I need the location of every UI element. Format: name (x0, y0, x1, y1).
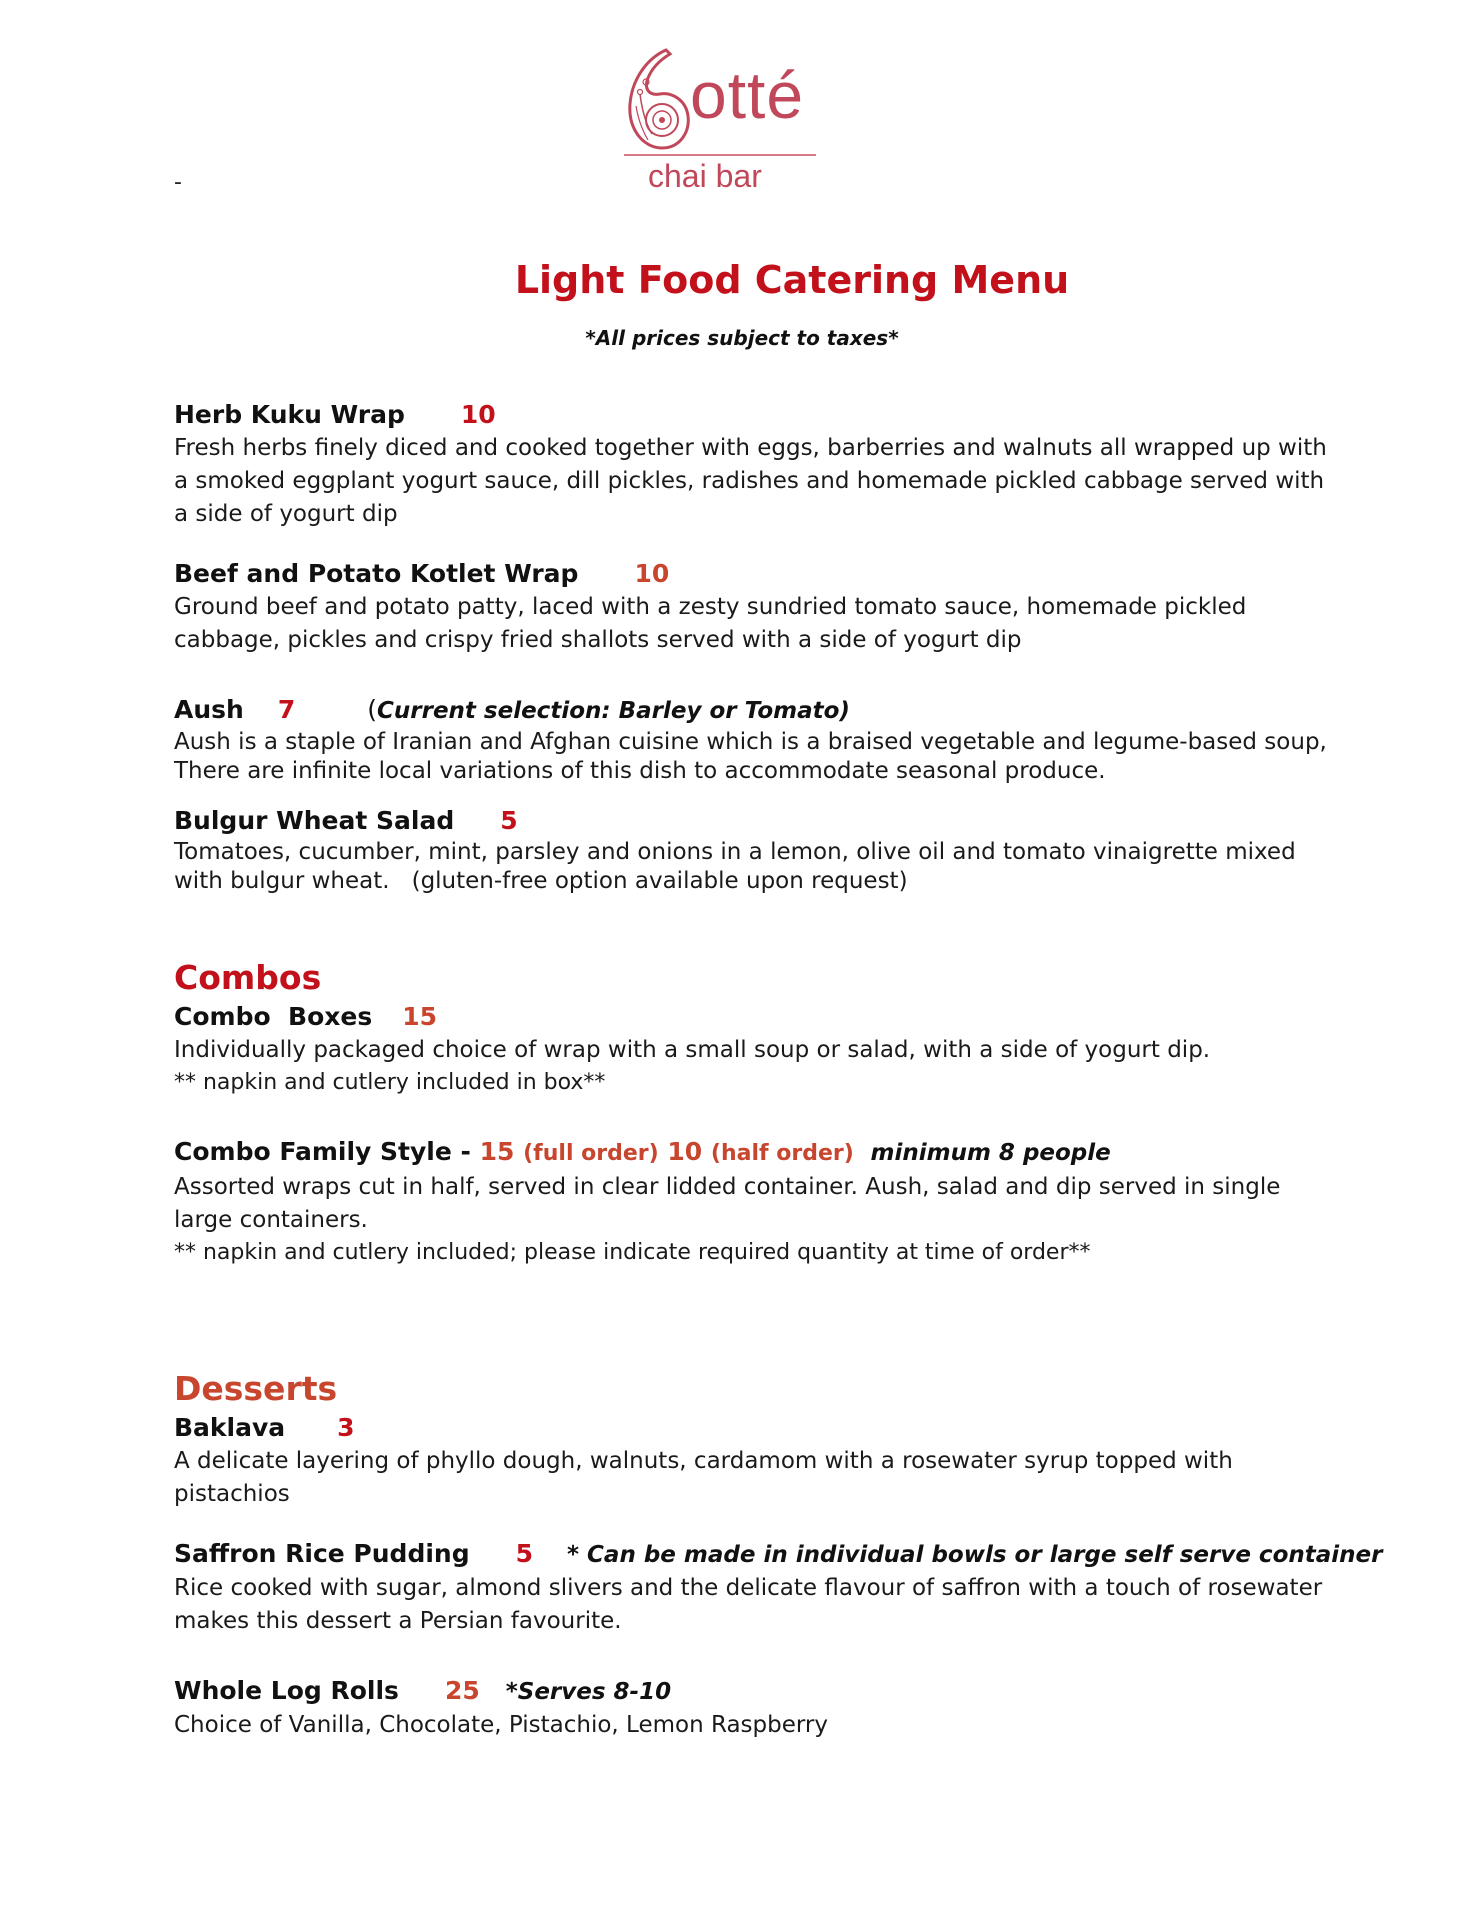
top-mark: - (174, 170, 182, 195)
item-description: Ground beef and potato patty, laced with a zesty sundried tomato sauce, homemade pickled cabbage, pickles and crispy fried shallots served with a side of yogurt dip (174, 594, 1247, 653)
half-order-label: (half order) (710, 1141, 854, 1166)
item-price: 15 (402, 1002, 438, 1031)
logo-wordmark: otté (690, 58, 805, 132)
item-description: A delicate layering of phyllo dough, walnuts, cardamom with a rosewater syrup topped with pistachios (174, 1448, 1233, 1507)
item-price: 5 (500, 806, 518, 835)
item-price: 7 (277, 695, 296, 724)
item-note-paren: ( (367, 695, 377, 724)
item-name: Aush (174, 695, 244, 724)
item-price: 3 (337, 1413, 355, 1442)
item-name: Herb Kuku Wrap (174, 400, 405, 429)
item-description: Fresh herbs finely diced and cooked together with eggs, barberries and walnuts all wrapped up with a smoked eggplant yogurt sauce, dill pickles, radishes and homemade pickled cabbage served with a side of yogurt dip (174, 435, 1327, 527)
item-price-half: 10 (667, 1137, 703, 1166)
item-description: Rice cooked with sugar, almond slivers and the delicate flavour of saffron with a touch of rosewater makes this dessert a Persian favourite. (174, 1575, 1323, 1634)
section-heading-combos: Combos (174, 958, 322, 997)
menu-item-heading (174, 804, 1334, 838)
menu-item-heading (174, 693, 1334, 728)
item-description: Choice of Vanilla, Chocolate, Pistachio, Lemon Raspberry (174, 1712, 828, 1738)
item-price: 10 (460, 400, 496, 429)
menu-item-heading (174, 1135, 1334, 1171)
menu-content (174, 398, 1383, 1742)
item-price: 25 (444, 1676, 480, 1705)
item-name: Combo Boxes (174, 1002, 373, 1031)
item-note: ** napkin and cutlery included in box** (174, 1070, 606, 1095)
menu-item-heading (174, 398, 1334, 432)
item-name: Bulgur Wheat Salad (174, 806, 455, 835)
item-price: 10 (634, 559, 670, 588)
item-description-note: (gluten-free option available upon request) (411, 868, 908, 894)
page-title: Light Food Catering Menu (514, 258, 1070, 302)
logo-divider (624, 154, 816, 156)
logo-tagline: chai bar (648, 158, 762, 194)
minimum-note: minimum 8 people (870, 1140, 1111, 1166)
item-note: *Serves 8-10 (505, 1679, 672, 1705)
item-note: Current selection: Barley or Tomato) (377, 698, 850, 724)
item-description-text: Tomatoes, cucumber, mint, parsley and onions in a lemon, olive oil and tomato vinaigrette mixed with bulgur wheat. (174, 839, 1296, 894)
item-description: Assorted wraps cut in half, served in clear lidded container. Aush, salad and dip served in single large containers. (174, 1174, 1281, 1233)
item-name: Baklava (174, 1413, 286, 1442)
item-name: Beef and Potato Kotlet Wrap (174, 559, 579, 588)
item-price: 5 (515, 1539, 534, 1568)
menu-item-heading (174, 1411, 1334, 1445)
item-description: Aush is a staple of Iranian and Afghan cuisine which is a braised vegetable and legume-based soup, There are infinite local variations of this dish to accommodate seasonal produce. (174, 729, 1327, 784)
section-heading-desserts: Desserts (174, 1369, 338, 1408)
menu-item-heading (174, 1674, 1334, 1709)
item-name: Saffron Rice Pudding (174, 1539, 470, 1568)
item-note: * Can be made in individual bowls or large self serve container (567, 1542, 1383, 1568)
item-name: Whole Log Rolls (174, 1676, 399, 1705)
item-price-full: 15 (479, 1137, 515, 1166)
menu-item-heading (174, 557, 1334, 591)
item-description: Individually packaged choice of wrap with a small soup or salad, with a side of yogurt dip. (174, 1037, 1211, 1063)
menu-item-heading (174, 1000, 1334, 1034)
brand-logo (618, 44, 818, 204)
item-note: ** napkin and cutlery included; please indicate required quantity at time of order** (174, 1240, 1091, 1265)
full-order-label: (full order) (523, 1141, 659, 1166)
item-description (174, 838, 1334, 896)
menu-item-heading (174, 1537, 1383, 1572)
page-subtitle: *All prices subject to taxes* (585, 326, 899, 350)
item-name: Combo Family Style - (174, 1137, 471, 1166)
